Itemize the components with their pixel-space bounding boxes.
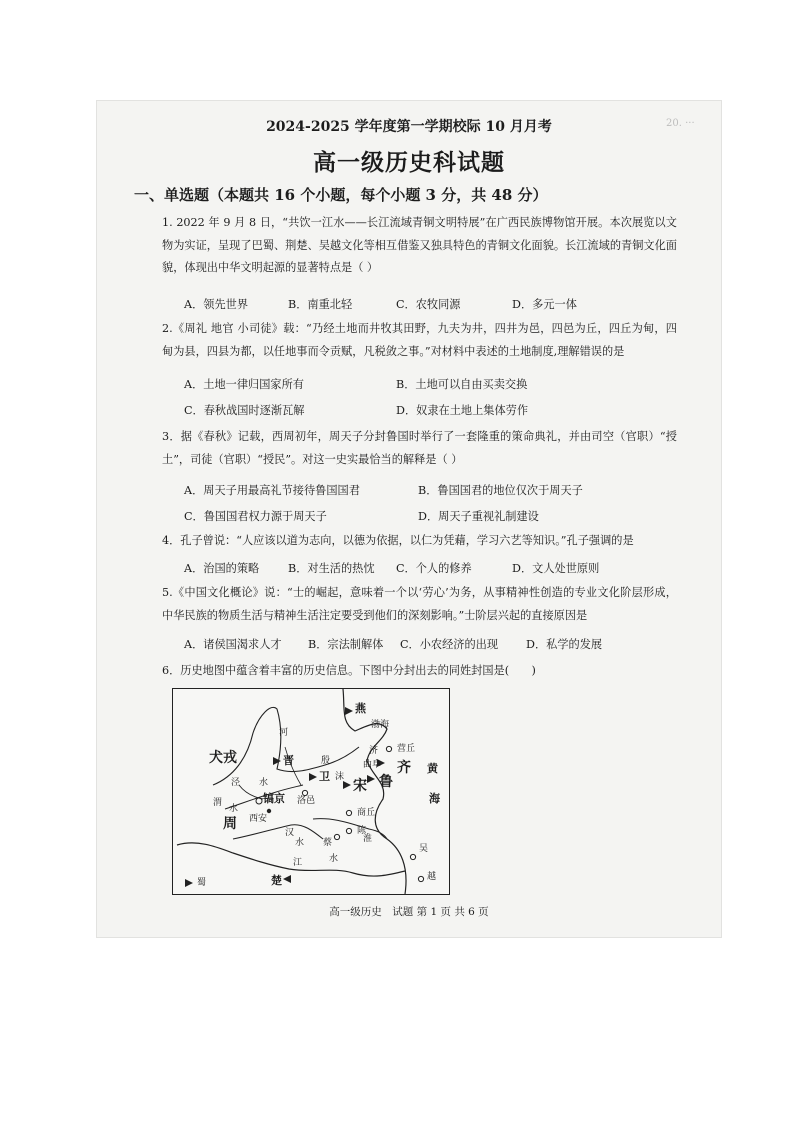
- q2-option-a: A．土地一律归国家所有: [184, 378, 304, 391]
- map-label-shui-4: 水: [329, 854, 339, 864]
- map-label-bohai: 渤海: [371, 720, 390, 730]
- city-wu: [410, 854, 415, 859]
- marker-shu: [185, 879, 193, 887]
- city-yue: [418, 876, 423, 881]
- question-6-stem: 6．历史地图中蕴含着丰富的历史信息。下图中分封出去的同姓封国是( ): [162, 664, 536, 677]
- city-haojing: [256, 798, 262, 804]
- city-xian: [267, 809, 271, 813]
- q2-option-d: D．奴隶在土地上集体劳作: [396, 404, 529, 417]
- city-luoyi: [302, 790, 307, 795]
- map-label-qufu: 曲阜: [363, 760, 382, 770]
- map-label-qi: 齐: [397, 760, 411, 776]
- map-label-huang: 黄: [427, 762, 438, 775]
- marker-yan: [345, 707, 353, 715]
- map-label-jin: 晋: [283, 754, 294, 767]
- map-label-shui-3: 水: [295, 838, 305, 848]
- map-label-wei: 渭: [213, 798, 223, 808]
- q1-option-a: A．领先世界: [184, 298, 249, 311]
- q4-option-b: B．对生活的热忱: [288, 562, 375, 575]
- q5-option-d: D．私学的发展: [526, 638, 603, 651]
- map-label-han: 汉: [285, 828, 295, 838]
- map-label-xian: 西安: [249, 814, 268, 824]
- map-drawing: [173, 689, 449, 894]
- map-label-hai: 海: [429, 792, 440, 805]
- marker-jin: [273, 757, 281, 765]
- history-map: [172, 688, 450, 895]
- map-label-lu: 鲁: [379, 774, 393, 790]
- han-river: [233, 825, 323, 839]
- map-label-huai: 淮: [363, 834, 373, 844]
- map-label-yingqiu: 营丘: [397, 744, 416, 754]
- q3-option-b: B．鲁国国君的地位仅次于周天子: [418, 484, 583, 497]
- subject-title: 高一级历史科试题: [313, 149, 505, 176]
- map-label-wu: 吴: [419, 844, 429, 854]
- q4-option-a: A．治国的策略: [184, 562, 260, 575]
- q4-option-d: D．文人处世原则: [512, 562, 600, 575]
- q1-option-b: B．南重北轻: [288, 298, 353, 311]
- question-1-options: [184, 296, 577, 312]
- question-3-stem: 3．据《春秋》记载，西周初年，周天子分封鲁国时举行了一套隆重的策命典礼，并由司空（官职）“授土”，司徒（官职）“授民”。对这一史实最恰当的解释是（ ）: [162, 430, 677, 466]
- map-label-mo: 沫: [335, 772, 345, 782]
- exam-title: 2024-2025 学年度第一学期校际 10 月月考: [266, 119, 552, 135]
- question-3-options-row1: [184, 482, 583, 498]
- map-label-yue: 越: [427, 872, 437, 882]
- map-label-cai: 蔡: [323, 838, 333, 848]
- map-label-zhou: 周: [223, 816, 237, 832]
- page-footer: 高一级历史 试题 第 1 页 共 6 页: [329, 906, 489, 918]
- map-label-wei-state: 卫: [319, 770, 330, 783]
- question-4-options: [184, 560, 599, 576]
- question-2-options-row2: [184, 402, 528, 418]
- city-shangqiu: [346, 810, 351, 815]
- exam-sheet: [96, 100, 722, 938]
- q5-option-a: A．诸侯国渴求人才: [184, 638, 282, 651]
- q1-option-c: C．农牧同源: [396, 298, 461, 311]
- map-label-shui-1: 水: [259, 778, 269, 788]
- map-label-yan: 燕: [355, 702, 366, 715]
- q2-option-c: C．春秋战国时逐渐瓦解: [184, 404, 305, 417]
- q4-option-c: C．个人的修养: [396, 562, 472, 575]
- map-label-shui-2: 水: [229, 804, 239, 814]
- question-2-options-row1: [184, 376, 527, 392]
- map-label-chu: 楚: [271, 874, 282, 887]
- question-5-options: [184, 636, 602, 652]
- map-label-shangqiu: 商丘: [357, 808, 376, 818]
- marker-wei-state: [309, 773, 317, 781]
- q2-option-b: B．土地可以自由买卖交换: [396, 378, 528, 391]
- map-label-he: 河: [279, 728, 289, 738]
- city-yingqiu: [386, 746, 391, 751]
- section-heading: 一、单选题（本题共 16 个小题，每个小题 3 分，共 48 分）: [134, 186, 548, 204]
- marker-lu: [367, 775, 375, 783]
- map-label-shu: 蜀: [197, 878, 207, 888]
- map-label-yin: 殷: [321, 756, 331, 766]
- q1-option-d: D．多元一体: [512, 298, 577, 311]
- map-label-ji: 济: [369, 746, 379, 756]
- map-label-song: 宋: [353, 778, 367, 794]
- q3-option-a: A．周天子用最高礼节接待鲁国国君: [184, 484, 360, 497]
- marker-song: [343, 781, 351, 789]
- city-chen: [346, 828, 351, 833]
- map-label-luoyi: 洛邑: [297, 796, 316, 806]
- map-label-jing: 泾: [231, 778, 241, 788]
- city-cai: [334, 834, 339, 839]
- q5-option-b: B．宗法制解体: [308, 638, 384, 651]
- map-label-jiang: 江: [293, 858, 303, 868]
- bleed-through-text: 20. ···: [666, 118, 695, 129]
- yangtze-river: [177, 843, 405, 876]
- question-5-stem: 5.《中国文化概论》说：“士的崛起，意味着一个以‘劳心’为务，从事精神性创造的专业文化阶层形成，中华民族的物质生活与精神生活注定要受到他们的深刻影响。”士阶层兴起的直接原因是: [162, 586, 677, 622]
- marker-chu: [283, 875, 291, 883]
- q3-option-c: C．鲁国国君权力源于周天子: [184, 510, 327, 523]
- map-label-chen: 陈: [357, 826, 367, 836]
- question-3-options-row2: [184, 508, 539, 524]
- question-1-stem: 1. 2022 年 9 月 8 日，“共饮一江水——长江流域青铜文明特展”在广西民族博物馆开展。本次展览以文物为实证，呈现了巴蜀、荆楚、吴越文化等相互借鉴又独具特色的青铜文化面貌。长江流域的青铜文化面貌，体现出中华文明起源的显著特点是（ ）: [162, 216, 677, 274]
- question-2-stem: 2.《周礼 地官 小司徒》载：“乃经土地而井牧其田野，九夫为井，四井为邑，四邑为丘，四丘为甸，四甸为县，四县为都，以任地事而令贡赋，凡税敛之事。”对材料中表述的土地制度,理解错误的是: [162, 322, 677, 358]
- q5-option-c: C．小农经济的出现: [400, 638, 499, 651]
- map-label-haojing: 镐京: [263, 792, 285, 805]
- map-label-quanrong: 犬戎: [209, 750, 237, 766]
- question-4-stem: 4．孔子曾说：“人应该以道为志向，以德为依据，以仁为凭藉，学习六艺等知识。”孔子强调的是: [162, 534, 634, 547]
- q3-option-d: D．周天子重视礼制建设: [418, 510, 539, 523]
